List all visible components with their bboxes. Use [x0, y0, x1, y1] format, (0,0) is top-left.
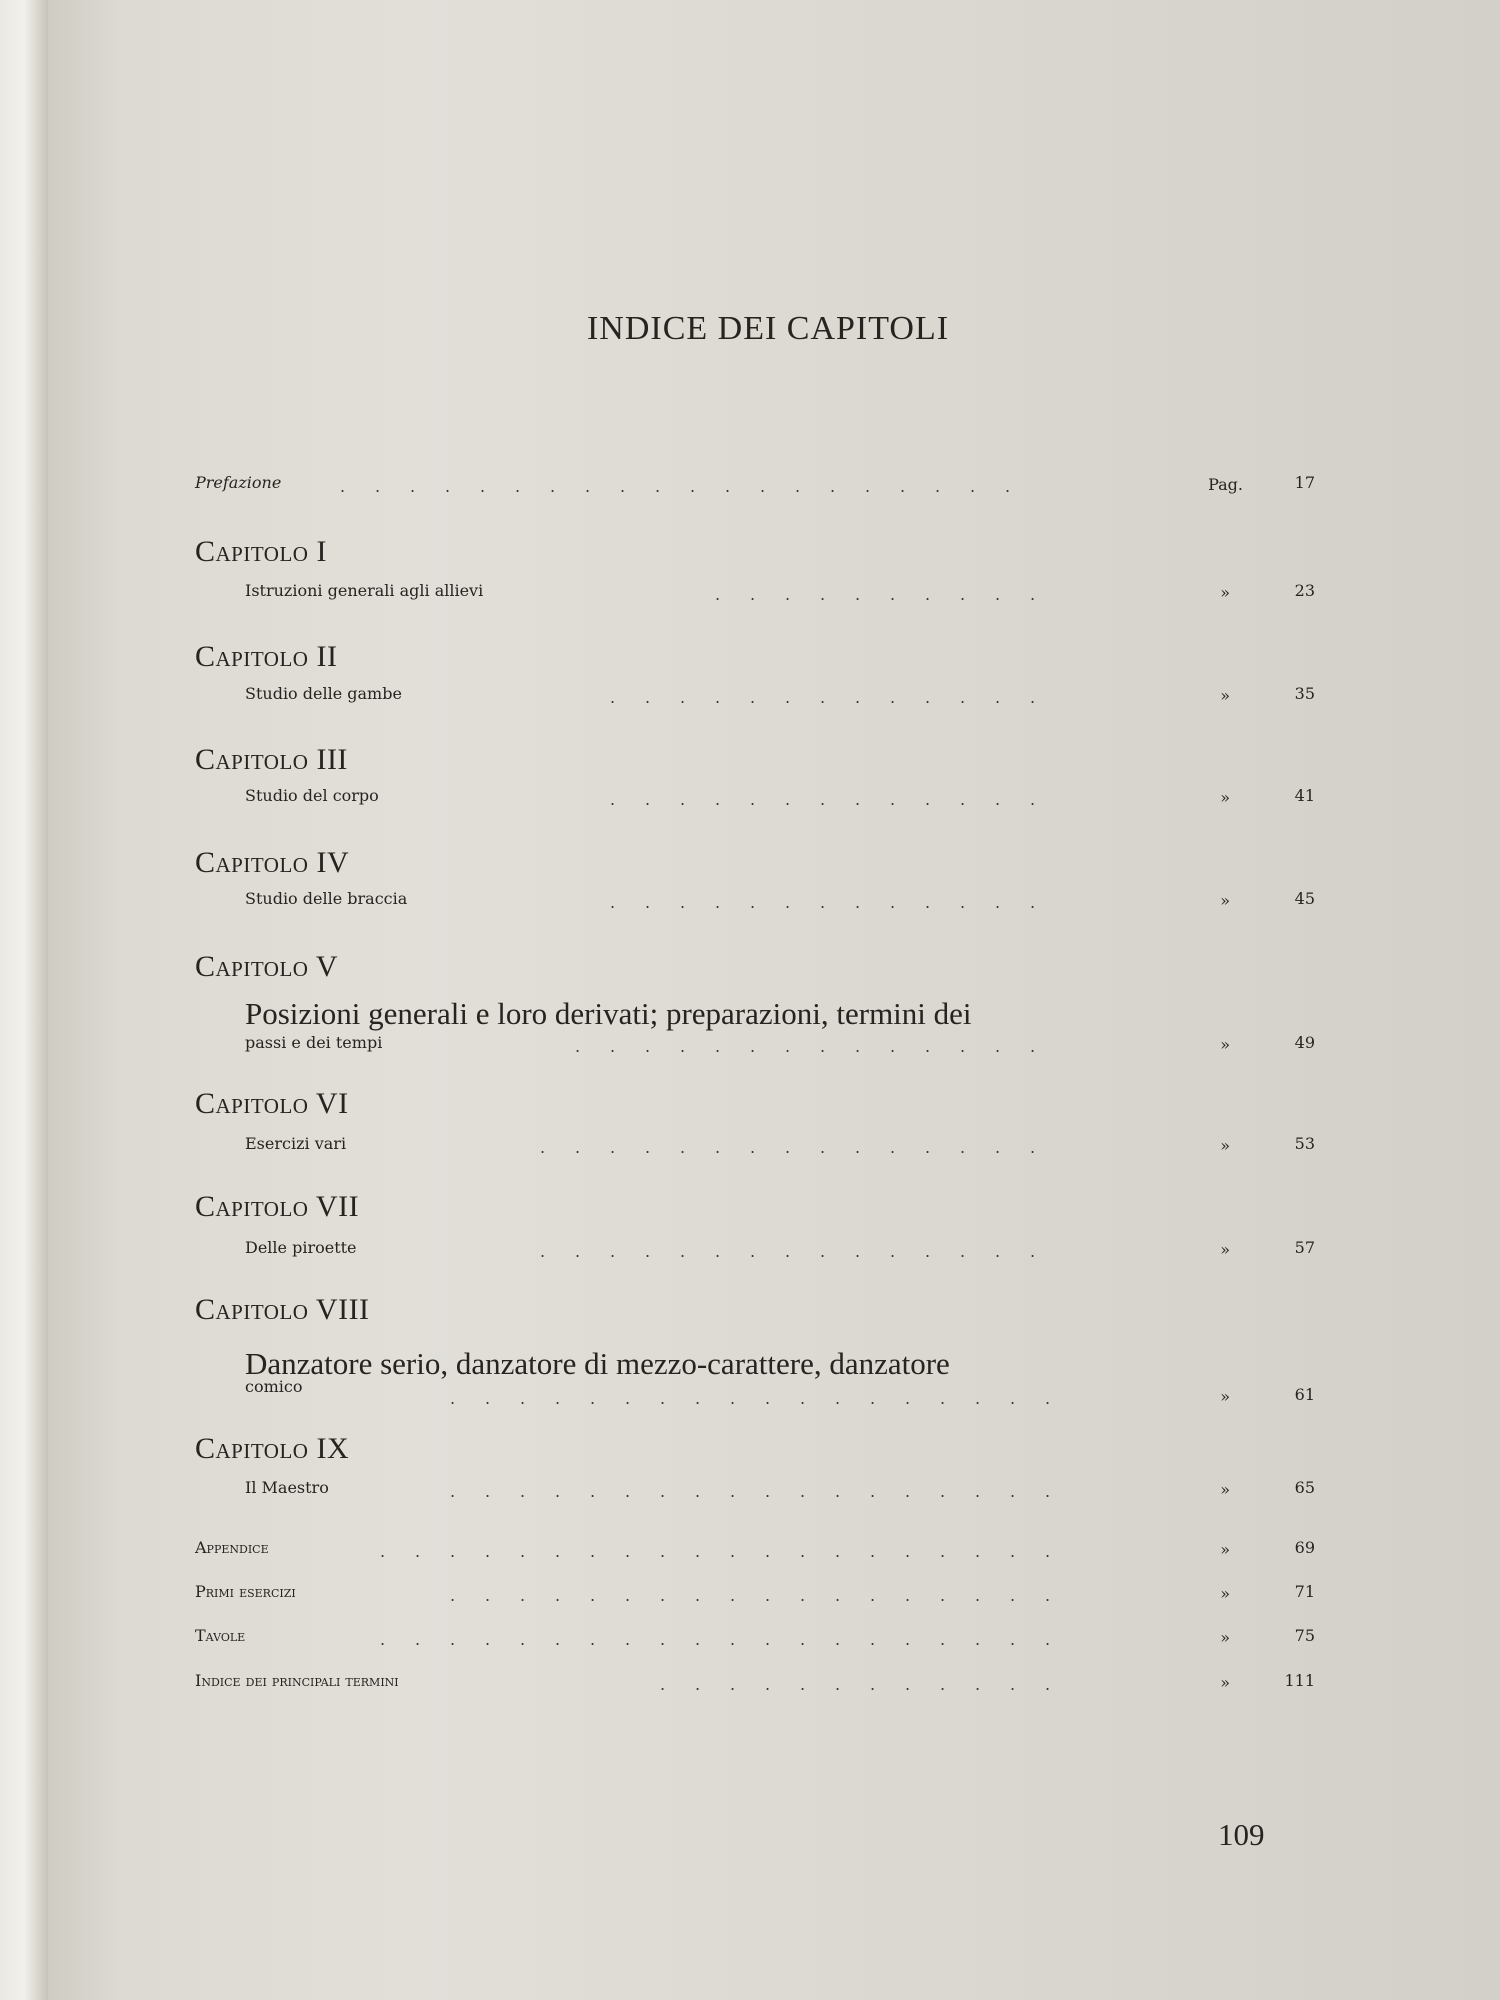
- leader-dots: . . . . . . . . . . . . . . . . . .: [449, 1389, 1051, 1408]
- leader-dots: . . . . . . . . . .: [714, 585, 1036, 604]
- page-ref: 53: [1294, 1134, 1315, 1153]
- toc-entry-label: Istruzioni generali agli allievi: [245, 581, 484, 600]
- left-page-edge: [0, 0, 48, 2000]
- toc-entry-tavole[interactable]: [195, 1626, 1315, 1666]
- leader-dots: . . . . . . . . . . . . . .: [574, 1037, 1036, 1056]
- leader-dots: . . . . . . . . . . . . . . . . . . . .: [339, 477, 1011, 496]
- toc-entry-label-continued: passi e dei tempi: [245, 1033, 383, 1052]
- page-ref: 111: [1284, 1671, 1315, 1690]
- page-prefix: Pag.: [1208, 475, 1243, 494]
- toc-entry-chapter-1[interactable]: [195, 581, 1315, 621]
- table-of-contents: [195, 0, 1315, 2000]
- leader-dots: . . . . . . . . . . . . . . .: [539, 1242, 1036, 1261]
- toc-entry-chapter-9[interactable]: [195, 1478, 1315, 1518]
- page-ref: 35: [1294, 684, 1315, 703]
- toc-entry-appendice[interactable]: [195, 1538, 1315, 1578]
- page-ref: 49: [1294, 1033, 1315, 1052]
- toc-entry-indice-termini[interactable]: [195, 1671, 1315, 1711]
- page-ref: 71: [1294, 1582, 1315, 1601]
- leader-dots: . . . . . . . . . . . . .: [609, 893, 1036, 912]
- chapter-heading: Capitolo I: [195, 535, 327, 568]
- toc-entry-preface[interactable]: [195, 473, 1315, 513]
- chapter-heading: Capitolo VII: [195, 1190, 360, 1223]
- page-ref: 61: [1294, 1385, 1315, 1404]
- toc-entry-chapter-2[interactable]: [195, 684, 1315, 724]
- page-ref: 69: [1294, 1538, 1315, 1557]
- page-number: 109: [1218, 1817, 1265, 1852]
- page-ref: 57: [1294, 1238, 1315, 1257]
- toc-entry-label: Posizioni generali e loro derivati; preparazioni, termini dei: [245, 996, 972, 1031]
- ditto-mark: »: [1220, 1387, 1230, 1406]
- ditto-mark: »: [1220, 1136, 1230, 1155]
- leader-dots: . . . . . . . . . . . . . . . . . .: [449, 1586, 1051, 1605]
- book-page: [48, 0, 1500, 2000]
- ditto-mark: »: [1220, 891, 1230, 910]
- chapter-heading: Capitolo IX: [195, 1432, 350, 1465]
- chapter-heading: Capitolo V: [195, 950, 339, 983]
- chapter-heading: Capitolo VI: [195, 1087, 349, 1120]
- toc-entry-label: Studio delle braccia: [245, 889, 408, 908]
- ditto-mark: »: [1220, 1628, 1230, 1647]
- toc-entry-chapter-4[interactable]: [195, 889, 1315, 929]
- toc-entry-label: Primi esercizi: [195, 1582, 296, 1601]
- toc-entry-chapter-8-leader[interactable]: [195, 1385, 1315, 1425]
- leader-dots: . . . . . . . . . . . . .: [609, 688, 1036, 707]
- chapter-heading: Capitolo III: [195, 743, 348, 776]
- toc-entry-chapter-5[interactable]: [195, 1033, 1315, 1073]
- chapter-heading: Capitolo IV: [195, 846, 350, 879]
- toc-entry-label-continued: comico: [245, 1377, 303, 1396]
- toc-entry-label: Tavole: [195, 1626, 246, 1645]
- leader-dots: . . . . . . . . . . . .: [659, 1675, 1051, 1694]
- ditto-mark: »: [1220, 686, 1230, 705]
- toc-entry-label: Danzatore serio, danzatore di mezzo-carattere, danzatore: [245, 1346, 950, 1381]
- ditto-mark: »: [1220, 1673, 1230, 1692]
- ditto-mark: »: [1220, 788, 1230, 807]
- page-ref: 23: [1294, 581, 1315, 600]
- leader-dots: . . . . . . . . . . . . . . .: [539, 1138, 1036, 1157]
- toc-entry-label: Indice dei principali termini: [195, 1671, 399, 1690]
- page-ref: 75: [1294, 1626, 1315, 1645]
- ditto-mark: »: [1220, 1480, 1230, 1499]
- chapter-heading: Capitolo VIII: [195, 1293, 370, 1326]
- toc-entry-label: Delle piroette: [245, 1238, 357, 1257]
- ditto-mark: »: [1220, 1240, 1230, 1259]
- ditto-mark: »: [1220, 583, 1230, 602]
- leader-dots: . . . . . . . . . . . . .: [609, 790, 1036, 809]
- leader-dots: . . . . . . . . . . . . . . . . . . . .: [379, 1630, 1051, 1649]
- leader-dots: . . . . . . . . . . . . . . . . . . . .: [379, 1542, 1051, 1561]
- page-ref: 17: [1294, 473, 1315, 492]
- toc-entry-primi-esercizi[interactable]: [195, 1582, 1315, 1622]
- page-title: INDICE DEI CAPITOLI: [586, 310, 950, 347]
- toc-entry-chapter-6[interactable]: [195, 1134, 1315, 1174]
- page-ref: 45: [1294, 889, 1315, 908]
- toc-entry-chapter-7[interactable]: [195, 1238, 1315, 1278]
- toc-entry-label: Prefazione: [195, 473, 282, 492]
- ditto-mark: »: [1220, 1540, 1230, 1559]
- ditto-mark: »: [1220, 1584, 1230, 1603]
- toc-entry-label: Studio delle gambe: [245, 684, 402, 703]
- leader-dots: . . . . . . . . . . . . . . . . . .: [449, 1482, 1051, 1501]
- toc-entry-label: Il Maestro: [245, 1478, 329, 1497]
- chapter-heading: Capitolo II: [195, 640, 338, 673]
- toc-entry-chapter-3[interactable]: [195, 786, 1315, 826]
- page-ref: 41: [1294, 786, 1315, 805]
- ditto-mark: »: [1220, 1035, 1230, 1054]
- toc-entry-label: Esercizi vari: [245, 1134, 347, 1153]
- toc-entry-label: Studio del corpo: [245, 786, 379, 805]
- toc-entry-label: Appendice: [195, 1538, 269, 1557]
- page-ref: 65: [1294, 1478, 1315, 1497]
